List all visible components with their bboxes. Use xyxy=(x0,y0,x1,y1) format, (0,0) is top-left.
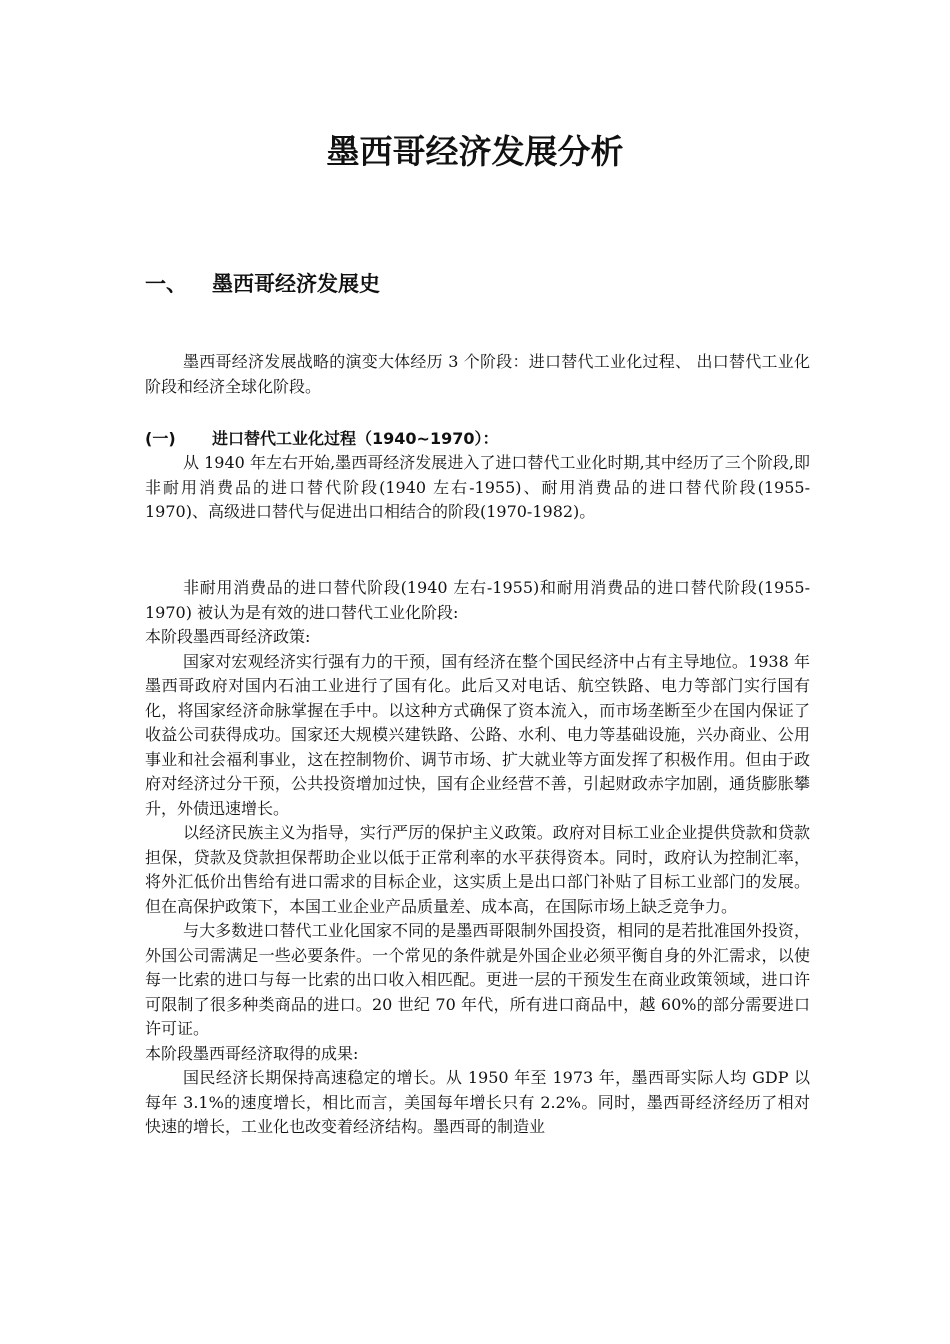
paragraph-effective-stage: 非耐用消费品的进口替代阶段(1940 左右-1955)和耐用消费品的进口替代阶段(1955-1970) 被认为是有效的进口替代工业化阶段: xyxy=(145,578,810,622)
document-title: 墨西哥经济发展分析 xyxy=(326,132,624,171)
paragraph-foreign-investment: 与大多数进口替代工业化国家不同的是墨西哥限制外国投资，相同的是若批准国外投资，外国公司需满足一些必要条件。一个常见的条件就是外国企业必须平衡自身的外汇需求，以使每一比索的进口与每一比索的出口收入相匹配。更进一层的干预发生在商业政策领域，进口许可限制了很多种类商品的进口。20 世纪 70 年代，所有进口商品中，越 60%的部分需要进口许可证。 xyxy=(145,921,810,1038)
section-number: 一、 xyxy=(145,272,187,296)
paragraph-protectionism: 以经济民族主义为指导，实行严厉的保护主义政策。政府对目标工业企业提供贷款和贷款担保，贷款及贷款担保帮助企业以低于正常利率的水平获得资本。同时，政府认为控制汇率，将外汇低价出售给有进口需求的目标企业，这实质上是出口部门补贴了目标工业部门的发展。但在高保护政策下，本国工业企业产品质量差、成本高，在国际市场上缺乏竞争力。 xyxy=(145,823,810,916)
paragraph-growth: 国民经济长期保持高速稳定的增长。从 1950 年至 1973 年，墨西哥实际人均 GDP 以每年 3.1%的速度增长，相比而言，美国每年增长只有 2.2%。同时，墨西哥经济经历了相对快速的增长，工业化也改变着经济结构。墨西哥的制造业 xyxy=(145,1068,810,1136)
paragraph-stages: 从 1940 年左右开始,墨西哥经济发展进入了进口替代工业化时期,其中经历了三个阶段,即非耐用消费品的进口替代阶段(1940 左右-1955)、耐用消费品的进口替代阶段(1955-1970)、高级进口替代与促进出口相结合的阶段(1970-1982)。 xyxy=(145,453,810,521)
label-results: 本阶段墨西哥经济取得的成果: xyxy=(145,1043,359,1063)
subsection-heading xyxy=(145,427,498,451)
intro-block xyxy=(145,350,810,399)
paragraph-state-intervention: 国家对宏观经济实行强有力的干预，国有经济在整个国民经济中占有主导地位。1938 年墨西哥政府对国内石油工业进行了国有化。此后又对电话、航空铁路、电力等部门实行国有化，将国家经济命脉掌握在手中。以这种方式确保了资本流入，而市场垄断至少在国内保证了收益公司获得成功。国家还大规模兴建铁路、公路、水利、电力等基础设施，兴办商业、公用事业和社会福利事业，这在控制物价、调节市场、扩大就业等方面发挥了积极作用。但由于政府对经济过分干预，公共投资增加过快，国有企业经营不善，引起财政赤字加剧，通货膨胀攀升，外债迅速增长。 xyxy=(145,651,810,818)
subsection-number: (一) xyxy=(145,429,176,448)
subsection-title: 进口替代工业化过程（1940~1970）： xyxy=(212,429,499,448)
section-title: 墨西哥经济发展史 xyxy=(212,272,380,296)
section-heading xyxy=(145,268,380,300)
label-policy: 本阶段墨西哥经济政策: xyxy=(145,627,311,646)
intro-paragraph: 墨西哥经济发展战略的演变大体经历 3 个阶段：进口替代工业化过程、 出口替代工业化阶段和经济全球化阶段。 xyxy=(145,352,810,396)
subsection-body-a xyxy=(145,451,810,525)
subsection-body-b xyxy=(145,576,810,1140)
